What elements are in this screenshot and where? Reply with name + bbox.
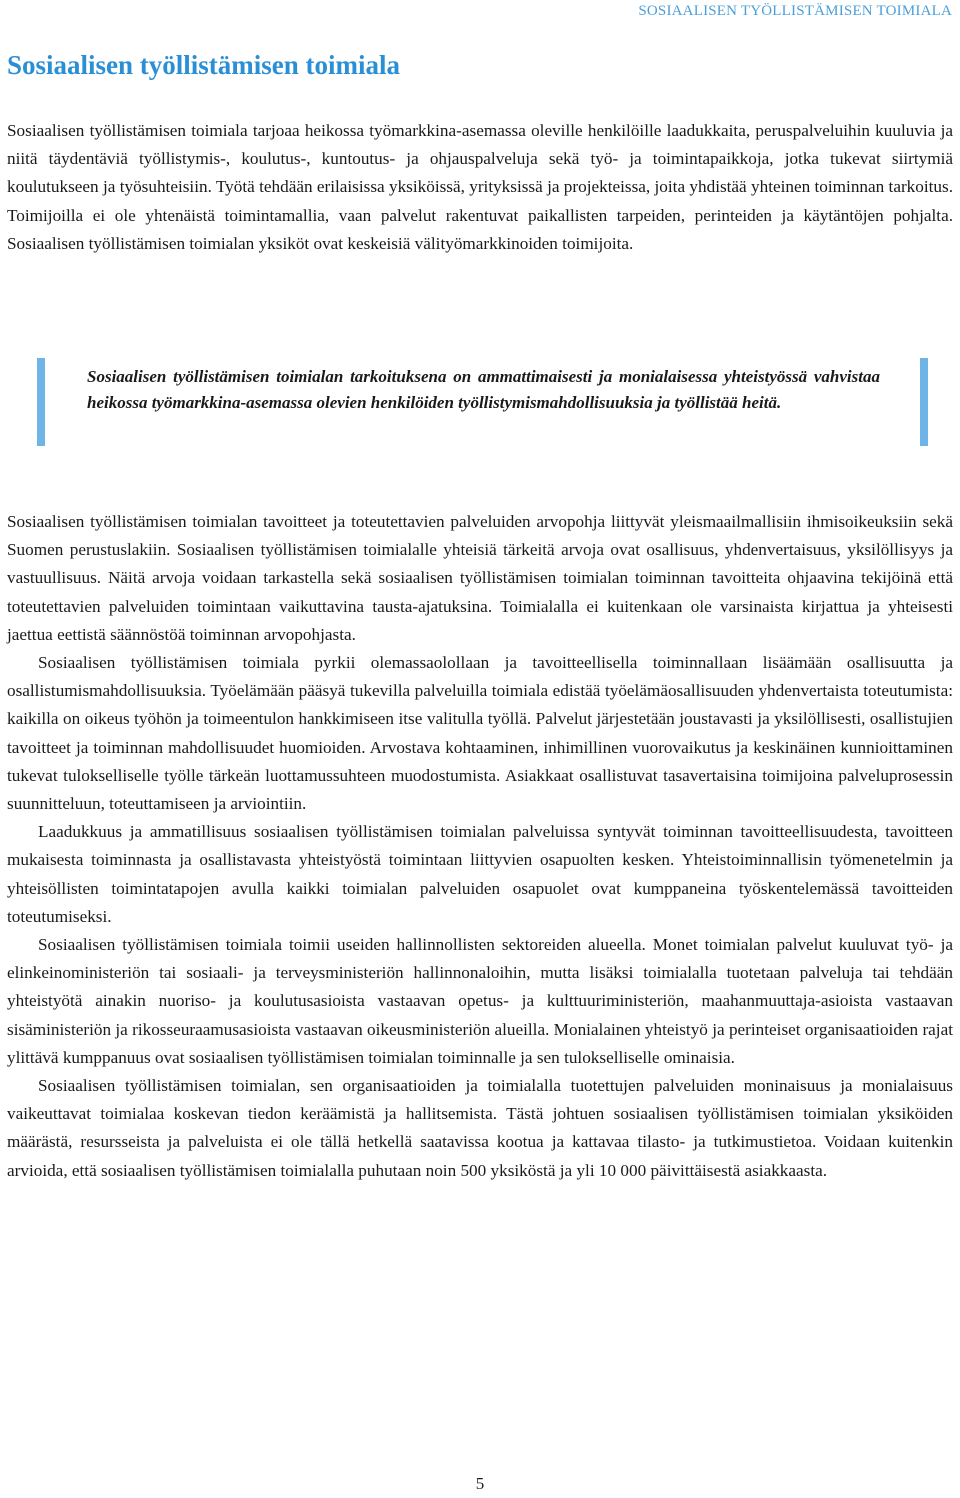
body-paragraph-participation: Sosiaalisen työllistämisen toimiala pyrkii olemassaolollaan ja tavoitteellisella toiminnallaan lisäämään osallisuutta ja osallistumismahdollisuuksia. Työelämään pääsyä tukevilla palveluilla toimiala edistää työelämäosallisuuden yhdenvertaista toteutumista: kaikilla on oikeus työhön ja toimeentulon hankkimiseen itse valitulla työllä. Palvelut järjestetään joustavasti ja yksilöllisesti, osallistujien tavoitteet ja toiminnan mahdollisuudet huomioiden. Arvostava kohtaaminen, inhimillinen vuorovaikutus ja keskinäinen kunnioittaminen tukevat tulokselliselle työlle tärkeän luottamussuhteen muodostumista. Asiakkaat osallistuvat tasavertaisina toimijoina palveluprosessin suunnitteluun, toteuttamiseen ja arviointiin. xyxy=(7,653,953,814)
page-number: 5 xyxy=(475,1474,485,1493)
running-header: SOSIAALISEN TYÖLLISTÄMISEN TOIMIALA xyxy=(638,3,952,19)
body-paragraph-statistics: Sosiaalisen työllistämisen toimialan, sen organisaatioiden ja toimialalla tuotettujen palveluiden moninaisuus ja monialaisuus vaikeuttavat toimialaa koskevan tiedon keräämistä ja hallitsemista. Tästä johtuen sosiaalisen työllistämisen toimialan yksiköiden määrästä, resursseista ja palveluista ei ole tällä hetkellä saatavissa kootua ja kattavaa tilasto- ja tutkimustietoa. Voidaan kuitenkin arvioida, että sosiaalisen työllistämisen toimialalla puhutaan noin 500 yksiköstä ja yli 10 000 päivittäisestä asiakkaasta. xyxy=(7,1076,953,1180)
body-paragraph-quality: Laadukkuus ja ammatillisuus sosiaalisen työllistämisen toimialan palveluissa syntyvät toiminnan tavoitteellisuudesta, tavoitteen mukaisesta toiminnasta ja osallistavasta yhteistyöstä toimintaan liittyvien osapuolten kesken. Yhteistoiminnallisin työmenetelmin ja yhteisöllisten toimintatapojen avulla kaikki toimialan palveluiden osapuolet ovat kumppaneina työskentelemässä tavoitteiden toteutumiseksi. xyxy=(7,822,953,926)
intro-paragraph: Sosiaalisen työllistämisen toimiala tarjoaa heikossa työmarkkina-asemassa oleville henkilöille laadukkaita, peruspalveluihin kuuluvia ja niitä täydentäviä työllistymis-, koulutus-, kuntoutus- ja ohjauspalveluja sekä työ- ja toimintapaikkoja, jotka tukevat siirtymiä koulutukseen ja työsuhteisiin. Työtä tehdään erilaisissa yksiköissä, yrityksissä ja projekteissa, joita yhdistää yhteinen toiminnan tarkoitus. Toimijoilla ei ole yhtenäistä toimintamallia, vaan palvelut rakentuvat paikallisten tarpeiden, perinteiden ja käytäntöjen pohjalta. Sosiaalisen työllistämisen toimialan yksiköt ovat keskeisiä välityömarkkinoiden toimijoita. xyxy=(7,121,953,253)
body-text xyxy=(7,508,953,1185)
quote-bar-right xyxy=(920,358,928,446)
page-title: Sosiaalisen työllistämisen toimiala xyxy=(7,50,401,80)
body-paragraph-sectors: Sosiaalisen työllistämisen toimiala toimii useiden hallinnollisten sektoreiden alueella. Monet toimialan palvelut kuuluvat työ- ja elinkeinoministeriön tai sosiaali- ja terveysministeriön hallinnonaloihin, mutta lisäksi toimialalla tuotetaan palveluja tai tehdään yhteistyötä ainakin nuoriso- ja koulutusasioista vastaavan opetus- ja kulttuuriministeriön, maahanmuuttaja-asioista vastaavan sisäministeriön ja rikosseuraamusasioista vastaavan oikeusministeriön alueilla. Monialainen yhteistyö ja perinteiset organisaatioiden rajat ylittävä kumppanuus ovat sosiaalisen työllistämisen toimialan toiminnalle ja sen tulokselliselle ominaisia. xyxy=(7,935,953,1067)
pull-quote: Sosiaalisen työllistämisen toimialan tarkoituksena on ammattimaisesti ja monialaisessa yhteistyössä vahvistaa heikossa työmarkkina-asemassa olevien henkilöiden työllistymismahdollisuuksia ja työllistää heitä. xyxy=(87,367,880,412)
quote-bar-left xyxy=(37,358,45,446)
body-paragraph-values: Sosiaalisen työllistämisen toimialan tavoitteet ja toteutettavien palveluiden arvopohja liittyvät yleismaailmallisiin ihmisoikeuksiin sekä Suomen perustuslakiin. Sosiaalisen työllistämisen toimialalle yhteisiä tärkeitä arvoja ovat osallisuus, yhdenvertaisuus, yksilöllisyys ja vastuullisuus. Näitä arvoja voidaan tarkastella sekä sosiaalisen työllistämisen toimialan toiminnan tavoitteita ohjaavina tekijöinä että toteutettavien palveluiden toimintaan vaikuttavina tausta-ajatuksina. Toimialalla ei kuitenkaan ole varsinaista kirjattua ja yhteisesti jaettua eettistä säännöstöä toiminnan arvopohjasta. xyxy=(7,512,953,644)
